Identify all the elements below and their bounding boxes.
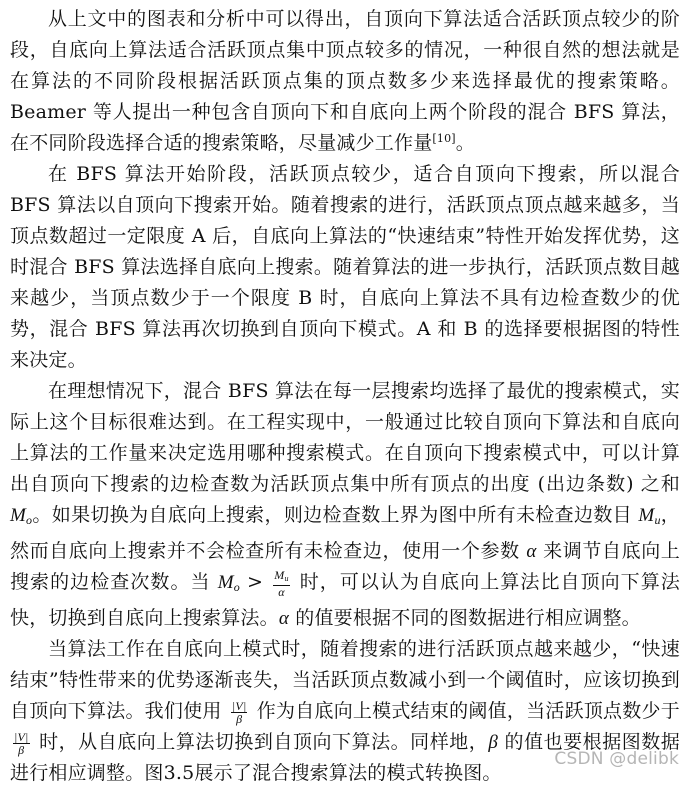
math-fraction: $\frac{|V|}{\beta}$ [14,729,29,757]
math-symbol: α [278,608,289,629]
text-run: 。如果切换为自底向上搜索，则边检查数上界为图中所有未检查边数目 [32,504,639,526]
math-symbol: $M_o$ [217,572,240,594]
text-run: 来调节自底向上搜索的边检查次数。当 [10,540,680,593]
text-run: 。 [455,132,475,154]
citation-reference: [10] [432,132,456,145]
math-symbol: β [488,732,498,753]
math-fraction: $\frac{|V|}{\beta}$ [231,698,247,726]
text-run: 在 BFS 算法开始阶段，活跃顶点较少，适合自顶向下搜索，所以混合 BFS 算法以自顶向下搜索开始。随着搜索的进行，活跃顶点顶点越来越多，当顶点数超过一定限度 A 后，自底向上算法的“快速结束”特性开始发挥优势，这时混合 BFS 算法选择自底向上搜索。随着算法的进一步执行，活跃顶点数目越来越少，当顶点数少于一个限度 B 时，自底向上算法不具有边检查数少的优势，混合 BFS 算法再次切换到自顶向下模式。A 和 B 的选择要根据图的特性来决定。 [10,163,680,371]
text-run: 从上文中的图表和分析中可以得出，自顶向下算法适合活跃顶点较少的阶段，自底向上算法适合活跃顶点集中顶点较多的情况，一种很自然的想法就是在算法的不同阶段根据活跃顶点集的顶点数多少来选择最优的搜索策略。Beamer 等人提出一种包含自顶向下和自底向上两个阶段的混合 BFS 算法，在不同阶段选择合适的搜索策略，尽量减少工作量 [10,8,680,154]
text-run: ，然而自底向上搜索并不会检查所有未检查边，使用一个参数 [10,504,681,562]
text-run: 当算法工作在自底向上模式时，随着搜索的进行活跃顶点越来越少，“快速结束”特性带来的优势逐渐丧失，当活跃顶点数减小到一个阈值时，应该切换到自顶向下算法。我们使用 [10,638,680,722]
watermark: CSDN @delibk [554,749,679,769]
text-run: 时，可以认为自底向上算法比自顶向下算法快，切换到自底向上搜索算法。 [10,571,680,629]
text-run: 作为自底向上模式结束的阈值，当活跃顶点数少于 [250,700,680,722]
paragraph-switch-condition-alpha [10,376,680,634]
document-body [10,4,680,789]
paragraph-hybrid-bfs-intro [10,4,680,159]
math-symbol: α [526,541,537,562]
math-symbol: $M_o$ [10,505,33,527]
paragraph-bfs-phases [10,159,680,376]
text-run: 时，从自底向上算法切换到自顶向下算法。同样地， [32,731,489,753]
math-symbol: $M_u$ [638,505,661,527]
text-run: 的值要根据不同的图数据进行相应调整。 [289,607,641,629]
math-fraction: $\frac{M_u}{\alpha}$ [274,567,289,599]
text-run: 的值也要根据图数据进行相应调整。图3.5展示了混合搜索算法的模式转换图。 [10,731,680,784]
text-run: 在理想情况下，混合 BFS 算法在每一层搜索均选择了最优的搜索模式，实际上这个目标很难达到。在工程实现中，一般通过比较自顶向下算法和自底向上算法的工作量来决定选用哪种搜索模式。在自顶向下搜索模式中，可以计算出自顶向下搜索的边检查数为活跃顶点集中所有顶点的出度 (出边条数) 之和 [10,380,680,495]
text-run: > [239,571,271,593]
